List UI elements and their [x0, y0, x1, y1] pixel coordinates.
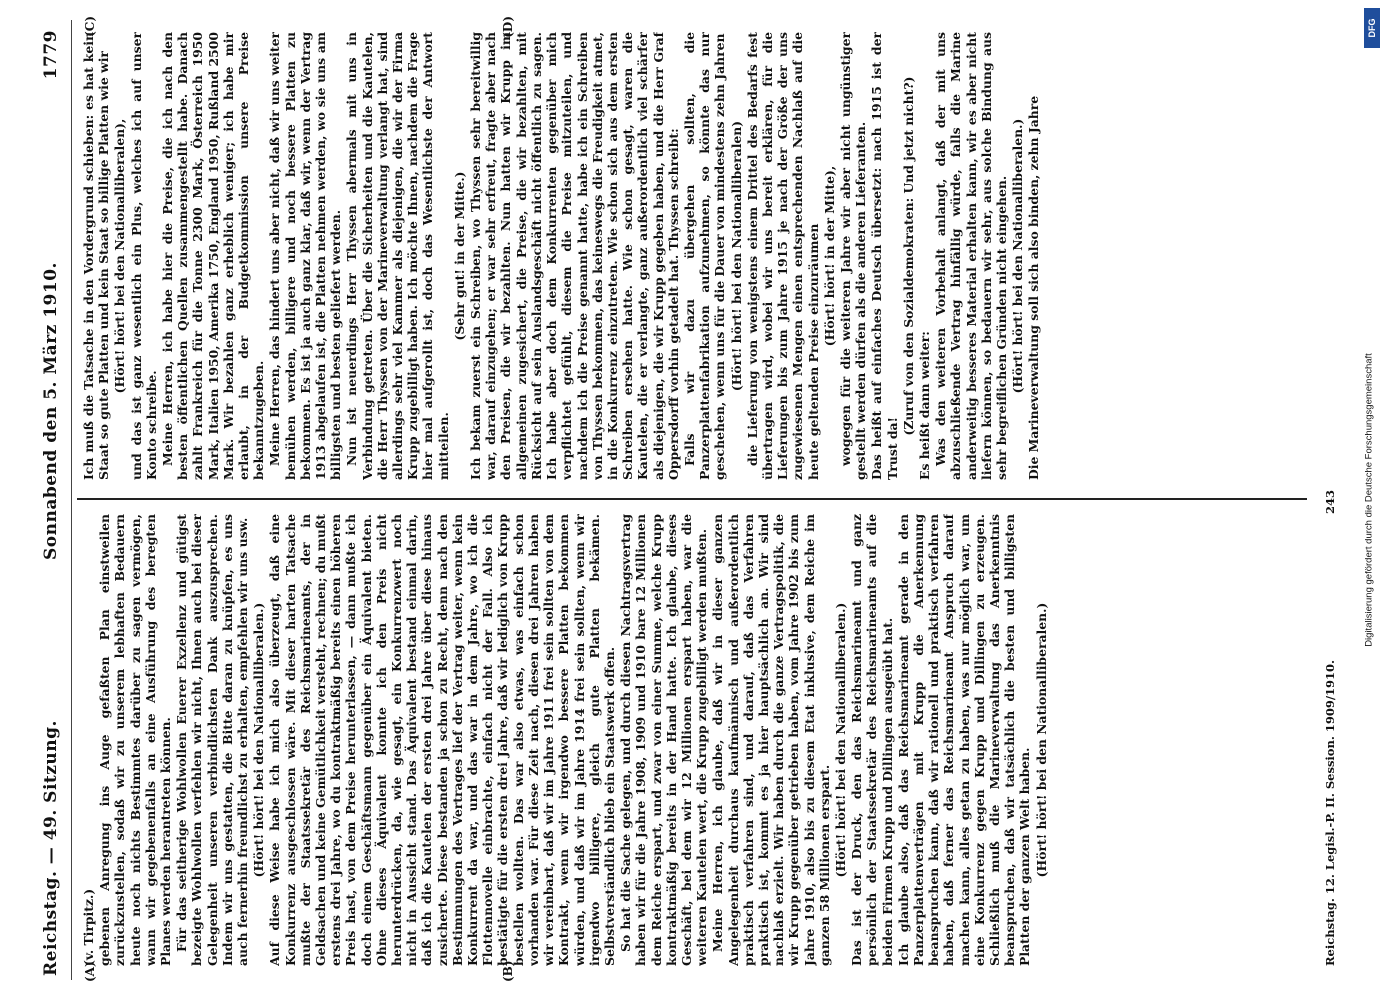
paragraph: Meine Herren, ich habe hier die Preise, die ich nach den besten öffentlichen Quellen zusammengestellt habe. Danach zahlt Frankreich für die Tonne 2300 Mark, Österreich 1950 Mark, Italien 1950, Amerika 1750, England 1950, Rußland 2500 Mark. Wir bezahlen ganz erheblich weniger; ich habe mir erlaubt, in der Budgetkommission unsere Preise bekanntzugeben. [160, 32, 267, 480]
paragraph: So hat die Sache gelegen, und durch diesen Nachtragsvertrag haben wir für die Jahre 1908, 1909 und 1910 bare 12 Millionen dem Reiche erspart, und zwar von einer Summe, welche Krupp kontraktmäßig bereits in der Hand hatte. Ich glaube, dieses Geschäft, bei dem wir 12 Millionen erspart haben, war die weiteren Kautelen wert, die Krupp zugebilligt werden mußten. [618, 514, 710, 966]
digitization-note [1359, 60, 1379, 940]
paragraph: Ich muß die Tatsache in den Vordergrund schieben: es hat kein Staat so gute Platten und kein Staat so billige Platten wie wir [81, 32, 112, 480]
paragraph: gebenen Anregung ins Auge gefaßten Plan einstweilen zurückzustellen, sodaß wir zu unserem lebhaften Bedauern heute noch nichts Bestimmtes darüber zu sagen vermögen, wann wir gegebenenfalls an eine Ausführung des beregten Planes werden herantreten können. [97, 514, 174, 966]
header-date: Sonnabend den 5. März 1910. [41, 262, 61, 560]
margin-mark-c: (C) [83, 16, 97, 37]
margin-mark-a: (A) [83, 961, 97, 982]
left-column [81, 514, 1303, 966]
quotation: Falls wir dazu übergehen sollten, die Panzerplattenfabrikation aufzunehmen, so könnte das nur geschehen, wenn uns für die Dauer von mindestens zehn Jahren [681, 32, 728, 480]
paragraph: Meine Herren, ich glaube, daß wir in dieser ganzen Angelegenheit durchaus kaufmännisch und außerordentlich praktisch verfahren sind, und darauf, daß das Verfahren praktisch ist, kommt es ja hier hauptsächlich an. Wir sind nachlaß erzielt. Wir haben durch die ganze Vertragspolitik, die wir Krupp gegenüber getrieben haben, vom Jahre 1902 bis zum Jahre 1910, also bis zu diesem Etat inklusive, dem Reiche im ganzen 58 Millionen erspart. [710, 514, 832, 966]
interjection: (Zuruf von den Sozialdemokraten: Und jetzt nicht?) [900, 76, 916, 436]
session-footer: Reichstag. 12. Legisl.-P. II. Session. 1909/1910. [1323, 659, 1337, 966]
interjection: (Hört! hört! bei den Nationalliberalen.) [1033, 602, 1049, 878]
interjection: (Sehr gut! in der Mitte.) [451, 171, 467, 341]
margin-mark-b: (B) [501, 960, 515, 982]
interjection: (Hört! hört! bei den Nationalliberalen.) [251, 602, 267, 878]
paragraph: und das ist ganz wesentlich ein Plus, welches ich auf unser Konto schreibe. [128, 32, 159, 480]
dfg-logo-text: DFG [1367, 18, 1377, 38]
header-left: Reichstag. — 49. Sitzung. [41, 720, 61, 976]
paragraph: Es heißt dann weiter: [916, 331, 932, 480]
paragraph: Das heißt auf einfaches Deutsch übersetzt: nach 1915 ist der Trust da! [869, 32, 900, 480]
speaker-name: (v. Tirpitz.) [81, 888, 96, 966]
sheet-number: 243 [1323, 490, 1337, 515]
digitization-note-text: Digitalisierung gefördert durch die Deutsche Forschungsgemeinschaft [1363, 353, 1375, 647]
paragraph: Nun ist neuerdings Herr Thyssen abermals mit uns in Verbindung getreten. Über die Sicherheiten und die Kautelen, die Herr Thyssen von der Marineverwaltung verlangt hat, sind allerdings sehr viel Kammer als diejenigen, die wir der Firma Krupp zugebilligt haben. Ich möchte Ihnen, nachdem die Frage hier mal aufgerollt ist, doch das Wesentlichste der Antwort mitteilen. [344, 32, 451, 480]
quotation: die Lieferung von wenigstens einem Drittel des Bedarfs fest übertragen wird, wobei wir uns bereit erklären, für die Lieferungen bis zum Jahre 1915 je nach der Größe der uns zugewiesenen Mengen einen entsprechenden Nachlaß auf die heute geltenden Preise einzuräumen [744, 32, 821, 480]
margin-mark-d: (D) [501, 16, 515, 38]
paragraph: Für das seitherige Wohlwollen Euerer Exzellenz und gütigst bezeigte Wohlwollen verfehlen wir nicht, Ihnen auch bei dieser Gelegenheit unseren verbindlichsten Dank auszusprechen. Indem wir uns gestatten, die Bitte daran zu knüpfen, es uns auch fernerhin freundlichst zu erhalten, empfehlen wir uns usw. [174, 514, 251, 966]
paragraph: Meine Herren, das hindert uns aber nicht, daß wir uns weiter bemühen werden, billigere und noch bessere Platten zu bekommen. Es ist ja auch ganz klar, daß wir, wenn der Vertrag 1913 abgelaufen ist, die Platten nehmen werden, wo sie uns am billigsten und besten geliefert werden. [267, 32, 344, 480]
interjection: (Hört! hört! bei den Nationalliberalen), [112, 118, 128, 394]
paragraph: Ich glaube also, daß das Reichsmarineamt gerade in den Panzerplattenverträgen mit Krupp die Anerkennung beanspruchen kann, daß wir rationell und praktisch verfahren haben, daß ferner das Reichsmarineamt Anspruch darauf machen kann, alles getan zu haben, was nur möglich war, um eine Konkurrenz gegen Krupp und Dillingen zu erzeugen. Schließlich muß die Marineverwaltung das Anerkenntnis beanspruchen, daß wir tatsächlich die besten und billigsten Platten der ganzen Welt haben. [895, 514, 1033, 966]
paragraph: Das ist der Druck, den das Reichsmarineamt und ganz persönlich der Staatssekretär des Reichsmarineamts auf die beiden Firmen Krupp und Dillingen ausgeübt hat. [849, 514, 895, 966]
right-column [81, 32, 1303, 480]
quotation: Was den weiteren Vorbehalt anlangt, daß der mit uns abzuschließende Vertrag hinfällig würde, falls die Marine anderweitig besseres Material erhalten kann, wir es aber nicht liefern können, so bedauern wir sehr, aus solche Bindung aus sehr begreiflichen Gründen nicht eingehen. [933, 32, 1009, 480]
interjection: (Hört! hört! bei den Nationalliberalen.) [1010, 118, 1026, 394]
column-divider [77, 498, 1307, 500]
header-rule [71, 20, 72, 980]
paragraph: Auf diese Weise habe ich mich also überzeugt, daß eine Konkurrenz ausgeschlossen wäre. Mit dieser harten Tatsache mußte der Staatssekretär des Reichsmarineamts, der in Geldsachen und keine Gemütlichkeit versteht, rechnen; du mußt erstens drei Jahre, wo du kontraktmäßig bereits einen höheren Preis hast, von dem Preise herunterlassen, — dann mußte ich doch einem Geschäftsmann gegenüber ein Äquivalent bieten. Ohne dieses Äquivalent konnte ich den Preis nicht herunterdrücken, da, wie gesagt, ein Konkurrenzwert noch nicht in Aussicht stand. Das Äquivalent bestand einmal darin, daß ich die Kautelen der ersten drei Jahre über diese hinaus zusicherte. Diese bestanden ja schon zu Recht, denn nach den Bestimmungen des Vertrages lief der Vertrag weiter, wenn kein Konkurrent da war, und das war in dem Jahre, wo ich die Flottennovelle einbrachte, einfach nicht der Fall. Also ich bestätigte für die ersten drei Jahre, daß wir lediglich von Krupp bestellen wollten. Das war also etwas, was einfach schon vorhanden war. Für diese Zeit nach, diesen drei Jahren haben wir vereinbart, daß wir im Jahre 1911 frei sein sollten von dem Kontrakt, wenn wir irgendwo bessere Platten bekommen würden, und daß wir im Jahre 1914 frei sein sollten, wenn wir irgendwo billigere, gleich gute Platten bekämen. Selbstverständlich blieb ein Staatswerk offen. [267, 514, 617, 966]
dfg-logo [1364, 8, 1380, 48]
paragraph: Ich bekam zuerst ein Schreiben, wo Thyssen sehr bereitwillig war, darauf einzugehen; er war sehr erfreut, fragte aber nach den Preisen, die wir bezahlten. Nun hatten wir Krupp im allgemeinen zugesichert, die Preise, die wir bezahlten, mit Rücksicht auf sein Auslandsgeschäft nicht öffentlich zu sagen. Ich habe aber doch dem Konkurrenten gegenüber mich verpflichtet gefühlt, diesem die Preise mitzuteilen, und nachdem ich die Preise genannt hatte, habe ich ein Schreiben von Thyssen bekommen, das keineswegs die Freudigkeit atmet, in die Konkurrenz einzutreten. Wie schon sich aus dem ersten Schreiben ersehen hatte. Wie schon gesagt, waren die Kautelen, die er verlangte, ganz außerordentlich viel schärfer als diejenigen, die wir Krupp gegeben haben, und die Herr Graf Oppersdorff vorhin getadelt hat. Thyssen schreibt: [468, 32, 681, 480]
rotated-sheet [31, 16, 1351, 982]
interjection: (Hört! hört! bei den Nationalliberalen.) [832, 602, 848, 878]
page-number: 1779 [41, 30, 61, 80]
quotation: wogegen für die weiteren Jahre wir aber nicht ungünstiger gestellt werden dürfen als die anderen Lieferanten. [837, 32, 869, 480]
interjection: (Hört! hört! in der Mitte), [821, 165, 837, 347]
running-header [31, 20, 71, 980]
interjection: (Hört! hört! bei den Nationalliberalen) [728, 120, 744, 392]
paragraph: Die Marineverwaltung soll sich also binden, zehn Jahre [1026, 95, 1042, 480]
